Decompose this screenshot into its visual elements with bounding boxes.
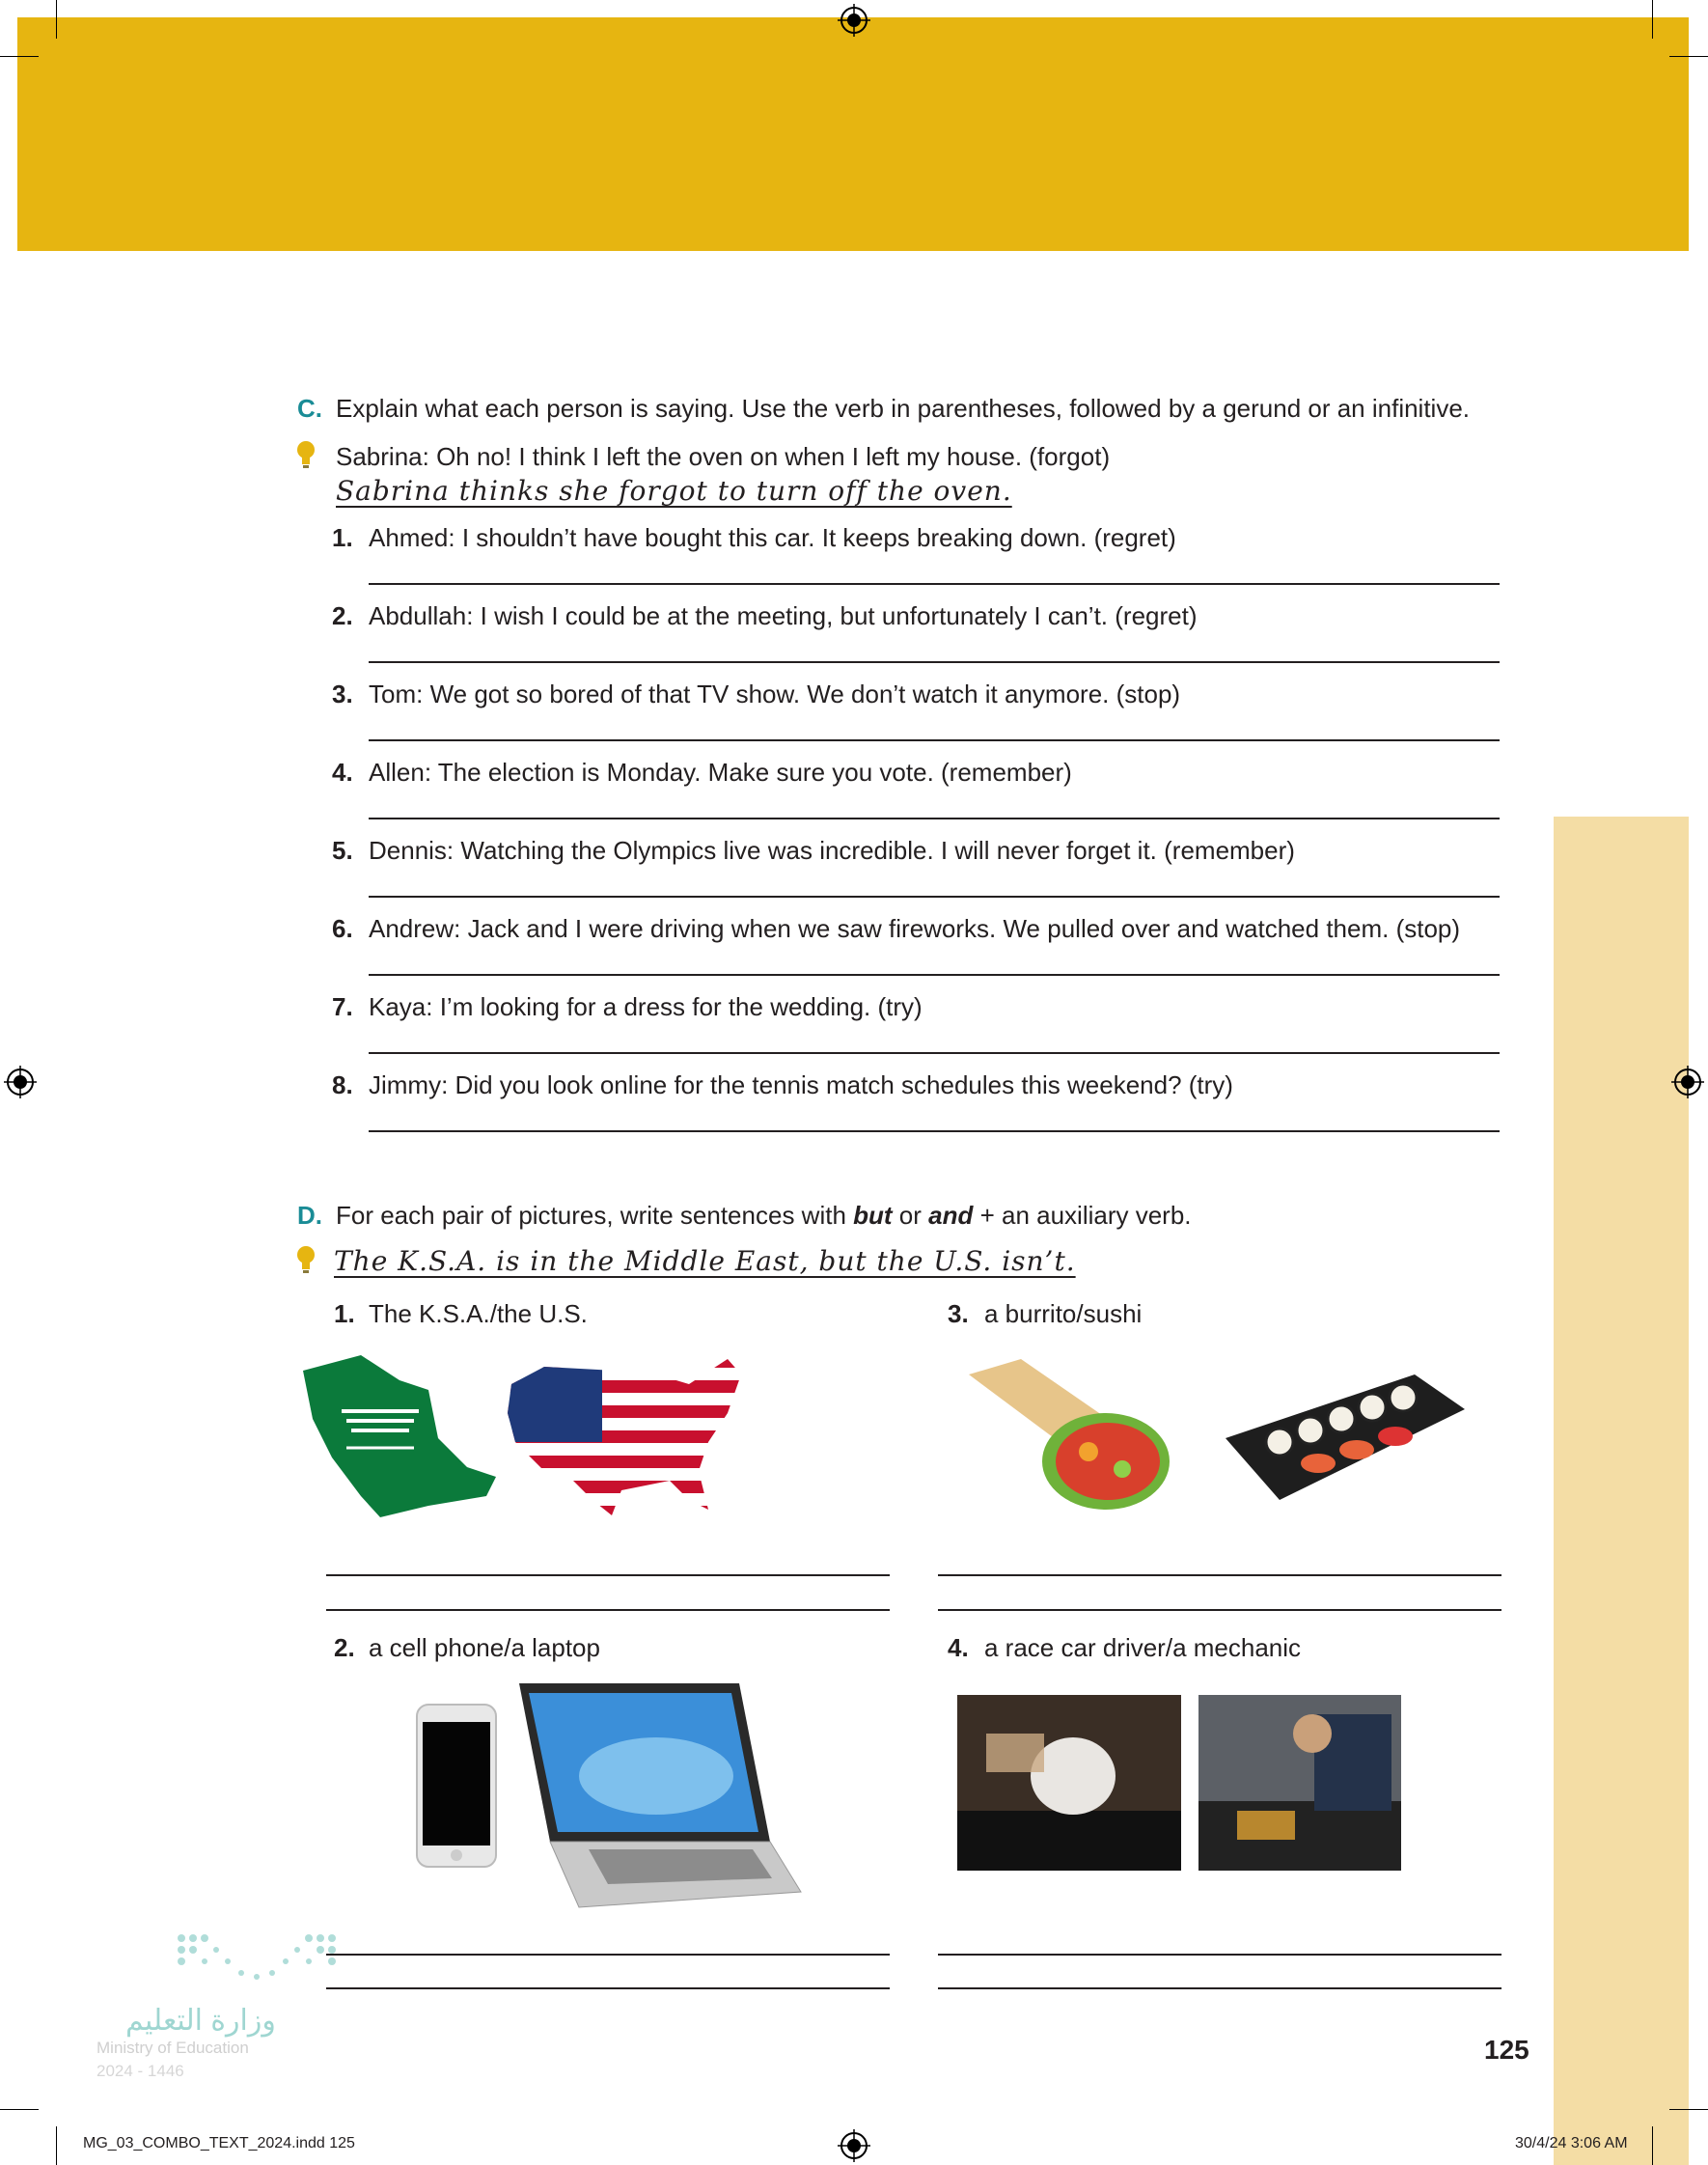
crop-mark [0, 2109, 39, 2110]
d-item-number: 1. [334, 1299, 355, 1328]
c-item-number: 6. [332, 914, 353, 943]
ministry-logo-dots-icon [174, 1930, 347, 1988]
page-number: 125 [1484, 2035, 1529, 2065]
exercise-c-letter: C. [297, 394, 322, 423]
registration-mark-icon [4, 1066, 37, 1098]
answer-line[interactable] [938, 1574, 1501, 1576]
answer-line[interactable] [326, 1987, 890, 1989]
usa-flag-map-image [506, 1355, 743, 1519]
c-item-text: Jimmy: Did you look online for the tennis match schedules this weekend? (try) [369, 1070, 1233, 1099]
answer-line[interactable] [938, 1954, 1501, 1956]
answer-line[interactable] [938, 1609, 1501, 1611]
registration-mark-icon [838, 2129, 870, 2162]
answer-line[interactable] [326, 1574, 890, 1576]
d-item-number: 2. [334, 1633, 355, 1662]
footer-file: MG_03_COMBO_TEXT_2024.indd 125 [83, 2135, 355, 2151]
footer-date: 30/4/24 3:06 AM [1515, 2135, 1628, 2151]
d-item-text: a cell phone/a laptop [369, 1633, 600, 1662]
crop-mark [1669, 56, 1708, 57]
answer-line[interactable] [938, 1987, 1501, 1989]
header-banner [17, 17, 1689, 251]
answer-line[interactable] [369, 974, 1500, 976]
crop-mark [1669, 2109, 1708, 2110]
c-item-number: 2. [332, 601, 353, 630]
d-item-text: a race car driver/a mechanic [984, 1633, 1302, 1662]
saudi-arabia-map-image [293, 1351, 504, 1521]
d-item-number: 3. [948, 1299, 969, 1328]
lightbulb-icon [295, 440, 317, 469]
registration-mark-icon [1671, 1066, 1704, 1098]
c-item-number: 7. [332, 992, 353, 1021]
example-answer-d: The K.S.A. is in the Middle East, but the U.S. isn’t. [334, 1245, 1076, 1277]
c-item-number: 8. [332, 1070, 353, 1099]
c-item-text: Ahmed: I shouldn’t have bought this car. It keeps breaking down. (regret) [369, 523, 1176, 552]
answer-line[interactable] [369, 896, 1500, 898]
c-item-number: 1. [332, 523, 353, 552]
exercise-d-letter: D. [297, 1201, 322, 1230]
c-item-text: Allen: The election is Monday. Make sure you vote. (remember) [369, 758, 1072, 787]
c-item-text: Tom: We got so bored of that TV show. We don’t watch it anymore. (stop) [369, 680, 1181, 708]
example-prompt: Sabrina: Oh no! I think I left the oven on when I left my house. (forgot) [336, 442, 1111, 471]
ministry-arabic: وزارة التعليم [125, 2005, 276, 2037]
c-item-text: Abdullah: I wish I could be at the meeting, but unfortunately I can’t. (regret) [369, 601, 1198, 630]
c-item-number: 3. [332, 680, 353, 708]
registration-mark-icon [838, 4, 870, 37]
sushi-image [1222, 1371, 1467, 1502]
race-car-driver-image [957, 1695, 1181, 1871]
d-item-text: The K.S.A./the U.S. [369, 1299, 588, 1328]
answer-line[interactable] [369, 1052, 1500, 1054]
example-answer: Sabrina thinks she forgot to turn off the oven. [336, 475, 1012, 507]
c-item-number: 4. [332, 758, 353, 787]
c-item-text: Kaya: I’m looking for a dress for the wedding. (try) [369, 992, 923, 1021]
word-and: and [928, 1201, 974, 1230]
lightbulb-icon [295, 1245, 317, 1274]
cell-phone-image [413, 1703, 500, 1869]
answer-line[interactable] [369, 661, 1500, 663]
crop-mark [0, 56, 39, 57]
answer-line[interactable] [369, 583, 1500, 585]
answer-line[interactable] [326, 1954, 890, 1956]
c-item-number: 5. [332, 836, 353, 865]
word-but: but [853, 1201, 893, 1230]
answer-line[interactable] [369, 739, 1500, 741]
burrito-image [963, 1355, 1179, 1515]
d-item-number: 4. [948, 1633, 969, 1662]
exercise-d-instruction: For each pair of pictures, write sentences with but or and + an auxiliary verb. [336, 1201, 1192, 1230]
side-tab [1554, 817, 1689, 2165]
laptop-image [511, 1679, 803, 1911]
answer-line[interactable] [326, 1609, 890, 1611]
ministry-years: 2024 - 1446 [96, 2062, 184, 2080]
d-item-text: a burrito/sushi [984, 1299, 1143, 1328]
crop-mark [56, 2126, 57, 2165]
c-item-text: Dennis: Watching the Olympics live was incredible. I will never forget it. (remember) [369, 836, 1295, 865]
c-item-text: Andrew: Jack and I were driving when we saw fireworks. We pulled over and watched them. (stop) [369, 914, 1461, 943]
mechanic-image [1198, 1695, 1401, 1871]
answer-line[interactable] [369, 1130, 1500, 1132]
answer-line[interactable] [369, 818, 1500, 819]
crop-mark [1652, 0, 1653, 39]
exercise-c-instruction: Explain what each person is saying. Use the verb in parentheses, followed by a gerund or an infinitive. [336, 394, 1471, 423]
crop-mark [1652, 2126, 1653, 2165]
crop-mark [56, 0, 57, 39]
ministry-english: Ministry of Education [96, 2039, 249, 2057]
